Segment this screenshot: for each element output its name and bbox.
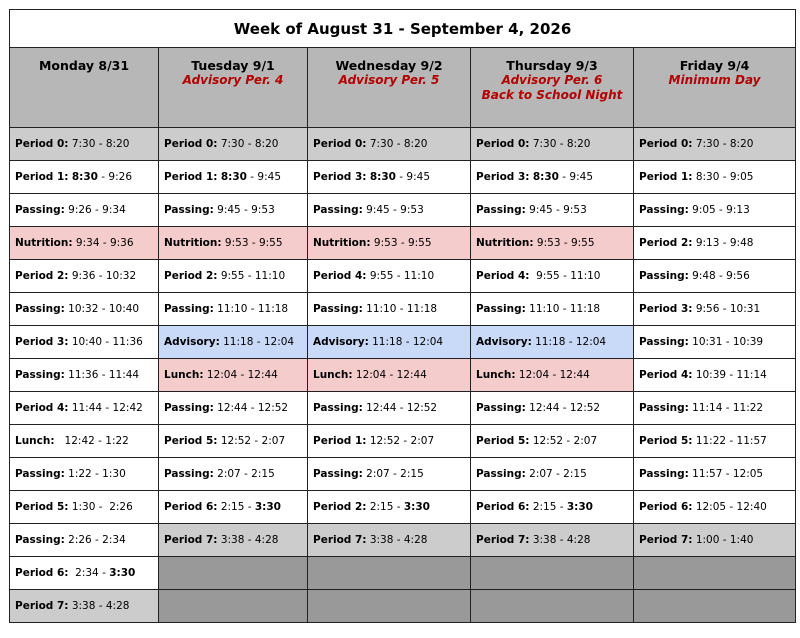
period-label: Nutrition: [164, 237, 222, 249]
period-time: 9:34 - 9:36 [72, 237, 134, 249]
period-time: 2:07 - 2:15 [362, 468, 424, 480]
period-time: 9:45 - 9:53 [362, 204, 424, 216]
period-label: Passing: [639, 468, 689, 480]
schedule-cell [634, 359, 796, 392]
period-time: 9:56 - 10:31 [692, 303, 761, 315]
schedule-cell [308, 260, 471, 293]
period-time: 12:42 - 1:22 [54, 435, 129, 447]
period-time: 3:38 - 4:28 [217, 534, 279, 546]
schedule-cell [10, 392, 159, 425]
period-time: 12:52 - 2:07 [529, 435, 598, 447]
period-time: 10:32 - 10:40 [64, 303, 140, 315]
schedule-cell [159, 392, 308, 425]
schedule-cell [308, 161, 471, 194]
schedule-cell [159, 227, 308, 260]
period-label: Advisory: [164, 336, 220, 348]
period-label: Passing: [313, 402, 363, 414]
period-label: Period 0: [164, 138, 218, 150]
period-time: - 9:45 [246, 171, 281, 183]
period-label: Passing: [15, 204, 65, 216]
period-time: 9:55 - 11:10 [217, 270, 286, 282]
period-label: Period 6: [164, 501, 218, 513]
period-label: Period 6: [476, 501, 530, 513]
day-note: Back to School Night [481, 88, 623, 102]
period-time-emphasis: 8:30 [369, 171, 396, 183]
schedule-cell [159, 491, 308, 524]
period-label: Period 4: [313, 270, 367, 282]
period-label: Period 3: [639, 303, 693, 315]
period-time: 9:53 - 9:55 [533, 237, 595, 249]
day-header [159, 48, 308, 128]
day-name: Monday 8/31 [38, 58, 130, 73]
period-time: 12:44 - 12:52 [362, 402, 438, 414]
period-time: 10:40 - 11:36 [68, 336, 143, 348]
period-time: 11:18 - 12:04 [368, 336, 444, 348]
period-label: Period 5: [15, 501, 69, 513]
period-time: 11:10 - 11:18 [213, 303, 289, 315]
schedule-cell [10, 425, 159, 458]
period-label: Nutrition: [313, 237, 371, 249]
period-time-emphasis: 3:30 [109, 567, 136, 579]
period-time: 1:30 - 2:26 [68, 501, 133, 513]
schedule-cell [308, 326, 471, 359]
period-time: 2:34 - [68, 567, 110, 579]
schedule-cell [471, 458, 634, 491]
schedule-cell [10, 326, 159, 359]
schedule-cell [10, 524, 159, 557]
period-time: 9:55 - 11:10 [529, 270, 601, 282]
period-label: Nutrition: [15, 237, 73, 249]
period-time: 11:10 - 11:18 [362, 303, 438, 315]
period-label: Period 1: [164, 171, 218, 183]
period-time: 11:18 - 12:04 [219, 336, 295, 348]
schedule-cell [308, 293, 471, 326]
schedule-cell [10, 359, 159, 392]
schedule-cell [634, 260, 796, 293]
period-label: Period 4: [639, 369, 693, 381]
period-label: Passing: [313, 204, 363, 216]
empty-cell [159, 557, 308, 590]
schedule-cell [159, 260, 308, 293]
period-label: Period 1: [313, 435, 367, 447]
period-label: Period 5: [476, 435, 530, 447]
schedule-cell [634, 161, 796, 194]
period-time: 2:15 - [366, 501, 404, 513]
period-time: 8:30 - 9:05 [692, 171, 754, 183]
period-label: Period 1: [639, 171, 693, 183]
period-time: 7:30 - 8:20 [68, 138, 130, 150]
schedule-row [10, 194, 796, 227]
period-time: 9:05 - 9:13 [688, 204, 750, 216]
schedule-cell [308, 425, 471, 458]
period-time: 12:04 - 12:44 [203, 369, 278, 381]
schedule-cell [159, 194, 308, 227]
period-time: 3:38 - 4:28 [366, 534, 428, 546]
schedule-cell [308, 458, 471, 491]
schedule-row [10, 458, 796, 491]
schedule-cell [10, 161, 159, 194]
schedule-row [10, 491, 796, 524]
period-label: Passing: [639, 204, 689, 216]
period-time: 2:07 - 2:15 [213, 468, 275, 480]
schedule-cell [471, 260, 634, 293]
empty-cell [634, 557, 796, 590]
schedule-cell [471, 359, 634, 392]
period-label: Passing: [639, 402, 689, 414]
schedule-cell [308, 194, 471, 227]
schedule-cell [159, 458, 308, 491]
period-label: Lunch: [164, 369, 204, 381]
schedule-cell [159, 326, 308, 359]
schedule-cell [10, 227, 159, 260]
period-time: 2:15 - [217, 501, 255, 513]
schedule-cell [10, 194, 159, 227]
schedule-cell [634, 293, 796, 326]
schedule-cell [308, 524, 471, 557]
schedule-cell [308, 359, 471, 392]
schedule-cell [471, 161, 634, 194]
schedule-cell [471, 194, 634, 227]
schedule-cell [159, 425, 308, 458]
period-time: 11:10 - 11:18 [525, 303, 601, 315]
schedule-row [10, 392, 796, 425]
period-label: Period 7: [15, 600, 69, 612]
schedule-cell [634, 326, 796, 359]
period-time: 12:44 - 12:52 [525, 402, 601, 414]
period-time: 10:31 - 10:39 [688, 336, 764, 348]
period-label: Lunch: [476, 369, 516, 381]
schedule-row [10, 524, 796, 557]
period-time: 10:39 - 11:14 [692, 369, 767, 381]
period-time-emphasis: 3:30 [403, 501, 430, 513]
period-label: Passing: [15, 303, 65, 315]
schedule-cell [634, 392, 796, 425]
schedule-body [10, 128, 796, 623]
period-label: Passing: [639, 270, 689, 282]
period-label: Period 4: [15, 402, 69, 414]
period-time: 7:30 - 8:20 [217, 138, 279, 150]
empty-cell [159, 590, 308, 623]
period-label: Passing: [164, 204, 214, 216]
period-label: Lunch: [15, 435, 55, 447]
schedule-cell [159, 128, 308, 161]
period-label: Period 5: [164, 435, 218, 447]
day-note: Advisory Per. 6 [501, 73, 603, 87]
period-time: 11:57 - 12:05 [688, 468, 764, 480]
schedule-cell [634, 128, 796, 161]
period-time: 9:26 - 9:34 [64, 204, 126, 216]
day-note: Advisory Per. 5 [338, 73, 440, 87]
period-time: 1:00 - 1:40 [692, 534, 754, 546]
period-time: 9:45 - 9:53 [525, 204, 587, 216]
period-label: Period 7: [476, 534, 530, 546]
day-header-row [10, 48, 796, 128]
period-label: Passing: [164, 402, 214, 414]
period-time: 11:44 - 12:42 [68, 402, 143, 414]
day-name: Wednesday 9/2 [335, 58, 443, 73]
schedule-row [10, 557, 796, 590]
period-label: Period 3: [476, 171, 530, 183]
period-label: Passing: [639, 336, 689, 348]
schedule-cell [471, 227, 634, 260]
period-label: Passing: [164, 303, 214, 315]
schedule-cell [308, 227, 471, 260]
period-label: Passing: [476, 303, 526, 315]
period-label: Period 6: [15, 567, 69, 579]
period-label: Period 2: [164, 270, 218, 282]
day-name: Tuesday 9/1 [191, 58, 275, 73]
period-time: 7:30 - 8:20 [529, 138, 591, 150]
period-label: Passing: [313, 303, 363, 315]
period-time: - 9:45 [395, 171, 430, 183]
schedule-row [10, 293, 796, 326]
schedule-cell [10, 260, 159, 293]
period-label: Advisory: [313, 336, 369, 348]
period-label: Period 6: [639, 501, 693, 513]
period-time: 3:38 - 4:28 [68, 600, 130, 612]
period-label: Period 0: [313, 138, 367, 150]
schedule-table [9, 9, 796, 623]
schedule-row [10, 227, 796, 260]
period-label: Period 7: [639, 534, 693, 546]
period-label: Lunch: [313, 369, 353, 381]
schedule-cell [634, 194, 796, 227]
period-time: 3:38 - 4:28 [529, 534, 591, 546]
day-header [471, 48, 634, 128]
period-label: Period 0: [639, 138, 693, 150]
empty-cell [308, 590, 471, 623]
schedule-cell [10, 590, 159, 623]
schedule-container [9, 9, 795, 623]
period-label: Period 3: [313, 171, 367, 183]
schedule-cell [308, 128, 471, 161]
schedule-cell [471, 524, 634, 557]
empty-cell [634, 590, 796, 623]
schedule-cell [159, 359, 308, 392]
period-time: 11:22 - 11:57 [692, 435, 767, 447]
period-time-emphasis: 8:30 [71, 171, 98, 183]
schedule-cell [308, 392, 471, 425]
schedule-cell [634, 458, 796, 491]
period-time: 2:07 - 2:15 [525, 468, 587, 480]
period-time-emphasis: 8:30 [220, 171, 247, 183]
day-header [634, 48, 796, 128]
schedule-cell [471, 128, 634, 161]
day-name: Thursday 9/3 [506, 58, 598, 73]
schedule-row [10, 260, 796, 293]
period-time: 7:30 - 8:20 [692, 138, 754, 150]
schedule-cell [10, 557, 159, 590]
period-time: 1:22 - 1:30 [64, 468, 126, 480]
period-time: 11:14 - 11:22 [688, 402, 764, 414]
period-time: 2:26 - 2:34 [64, 534, 126, 546]
period-time: 12:44 - 12:52 [213, 402, 289, 414]
period-label: Period 0: [15, 138, 69, 150]
period-label: Period 2: [313, 501, 367, 513]
schedule-cell [10, 491, 159, 524]
period-label: Passing: [476, 468, 526, 480]
schedule-cell [634, 491, 796, 524]
empty-cell [471, 557, 634, 590]
schedule-row [10, 359, 796, 392]
period-label: Advisory: [476, 336, 532, 348]
period-time: 12:04 - 12:44 [352, 369, 427, 381]
period-time: - 9:26 [97, 171, 132, 183]
period-time: 9:45 - 9:53 [213, 204, 275, 216]
period-label: Period 4: [476, 270, 530, 282]
period-time-emphasis: 3:30 [254, 501, 281, 513]
period-label: Period 5: [639, 435, 693, 447]
title-row [10, 10, 796, 48]
schedule-cell [471, 491, 634, 524]
period-time: 11:36 - 11:44 [64, 369, 140, 381]
period-label: Nutrition: [476, 237, 534, 249]
day-header [308, 48, 471, 128]
period-time: 2:15 - [529, 501, 567, 513]
schedule-row [10, 128, 796, 161]
schedule-row [10, 425, 796, 458]
period-label: Passing: [476, 402, 526, 414]
schedule-cell [159, 524, 308, 557]
schedule-cell [10, 128, 159, 161]
schedule-row [10, 161, 796, 194]
period-label: Passing: [15, 534, 65, 546]
period-time: 9:53 - 9:55 [221, 237, 283, 249]
period-label: Period 7: [313, 534, 367, 546]
period-label: Passing: [313, 468, 363, 480]
empty-cell [471, 590, 634, 623]
day-note: Minimum Day [668, 73, 761, 87]
period-label: Period 1: [15, 171, 69, 183]
schedule-cell [159, 293, 308, 326]
schedule-title: Week of August 31 - September 4, 2026 [10, 10, 796, 48]
period-label: Period 2: [639, 237, 693, 249]
period-time: 9:48 - 9:56 [688, 270, 750, 282]
schedule-cell [634, 425, 796, 458]
schedule-cell [10, 293, 159, 326]
period-time: 12:04 - 12:44 [515, 369, 590, 381]
period-time: 12:52 - 2:07 [366, 435, 435, 447]
period-time-emphasis: 8:30 [532, 171, 559, 183]
period-label: Period 2: [15, 270, 69, 282]
period-label: Period 3: [15, 336, 69, 348]
period-time: 9:13 - 9:48 [692, 237, 754, 249]
schedule-cell [10, 458, 159, 491]
schedule-cell [471, 425, 634, 458]
schedule-row [10, 590, 796, 623]
schedule-cell [634, 227, 796, 260]
schedule-cell [159, 161, 308, 194]
day-header [10, 48, 159, 128]
period-time: 12:05 - 12:40 [692, 501, 767, 513]
period-time: 11:18 - 12:04 [531, 336, 607, 348]
period-time-emphasis: 3:30 [566, 501, 593, 513]
schedule-cell [634, 524, 796, 557]
schedule-cell [308, 491, 471, 524]
period-time: - 9:45 [558, 171, 593, 183]
schedule-row [10, 326, 796, 359]
period-time: 7:30 - 8:20 [366, 138, 428, 150]
period-label: Passing: [15, 468, 65, 480]
period-time: 12:52 - 2:07 [217, 435, 286, 447]
day-name: Friday 9/4 [679, 58, 750, 73]
period-label: Period 0: [476, 138, 530, 150]
period-label: Passing: [476, 204, 526, 216]
schedule-cell [471, 392, 634, 425]
period-time: 9:36 - 10:32 [68, 270, 137, 282]
period-time: 9:53 - 9:55 [370, 237, 432, 249]
period-label: Passing: [15, 369, 65, 381]
day-note: Advisory Per. 4 [182, 73, 284, 87]
period-label: Period 7: [164, 534, 218, 546]
period-time: 9:55 - 11:10 [366, 270, 435, 282]
empty-cell [308, 557, 471, 590]
period-label: Passing: [164, 468, 214, 480]
schedule-cell [471, 293, 634, 326]
schedule-cell [471, 326, 634, 359]
